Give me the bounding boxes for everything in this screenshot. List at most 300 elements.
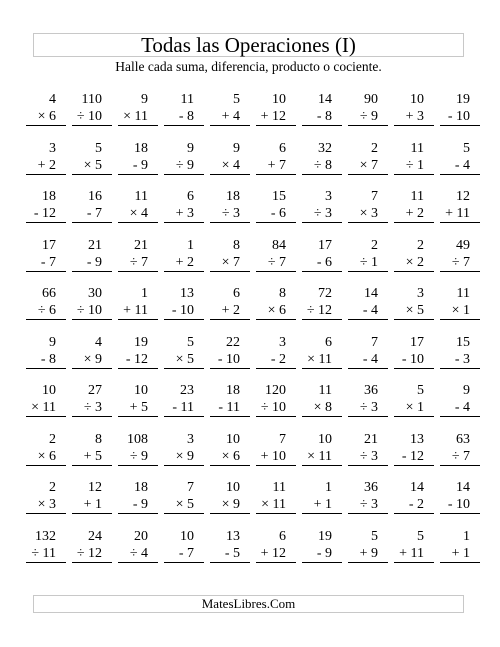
math-problem xyxy=(158,334,204,383)
problem-operator-and-second-operand: × 8 xyxy=(302,399,342,417)
problem-operator-and-second-operand: ÷ 3 xyxy=(348,399,388,417)
problem-operator-and-second-operand: - 6 xyxy=(302,254,342,272)
problem-first-operand: 110 xyxy=(81,92,102,107)
math-problem xyxy=(434,334,480,383)
problem-operator-and-second-operand: + 2 xyxy=(394,205,434,223)
math-problem xyxy=(20,382,66,431)
problem-first-operand: 7 xyxy=(279,431,286,447)
problem-first-operand: 13 xyxy=(226,528,240,544)
math-problem xyxy=(296,431,342,480)
problem-operator-and-second-operand: × 9 xyxy=(72,351,112,369)
math-problem xyxy=(342,91,388,140)
problem-operator-and-second-operand: × 7 xyxy=(210,254,250,272)
problem-operator-and-second-operand: - 8 xyxy=(302,108,342,126)
math-problem xyxy=(434,91,480,140)
problem-operator-and-second-operand: - 9 xyxy=(118,157,158,175)
math-problem xyxy=(434,479,480,528)
problem-operator-and-second-operand: ÷ 8 xyxy=(302,157,342,175)
math-problem xyxy=(250,140,296,189)
math-problem xyxy=(250,188,296,237)
problem-operator-and-second-operand: × 11 xyxy=(302,351,342,369)
problem-operator-and-second-operand: - 10 xyxy=(440,496,480,514)
problem-row xyxy=(20,382,480,431)
math-problem xyxy=(66,479,112,528)
math-problem xyxy=(434,382,480,431)
problem-operator-and-second-operand: - 10 xyxy=(440,108,480,126)
problem-first-operand: 21 xyxy=(134,237,148,253)
math-problem xyxy=(296,334,342,383)
problem-operator-and-second-operand: ÷ 9 xyxy=(164,157,204,175)
math-problem xyxy=(204,91,250,140)
problem-first-operand: 10 xyxy=(226,431,240,447)
math-problem xyxy=(158,431,204,480)
problem-operator-and-second-operand: - 3 xyxy=(440,351,480,369)
math-problem xyxy=(66,382,112,431)
problem-first-operand: 5 xyxy=(417,383,424,398)
problem-operator-and-second-operand: + 2 xyxy=(164,254,204,272)
math-problem xyxy=(112,382,158,431)
math-problem xyxy=(250,479,296,528)
problem-first-operand: 2 xyxy=(49,480,56,495)
problem-operator-and-second-operand: + 12 xyxy=(256,108,296,126)
problem-operator-and-second-operand: + 5 xyxy=(118,399,158,417)
problem-first-operand: 3 xyxy=(325,189,332,204)
math-problem xyxy=(204,188,250,237)
problem-operator-and-second-operand: × 11 xyxy=(256,496,296,514)
problem-first-operand: 11 xyxy=(410,140,424,156)
problem-operator-and-second-operand: - 12 xyxy=(26,205,66,223)
problem-first-operand: 15 xyxy=(272,189,286,204)
problem-first-operand: 1 xyxy=(141,286,148,301)
problem-operator-and-second-operand: × 6 xyxy=(210,448,250,466)
problem-first-operand: 9 xyxy=(187,140,194,156)
problem-operator-and-second-operand: × 2 xyxy=(394,254,434,272)
math-problem xyxy=(296,237,342,286)
math-problem xyxy=(250,382,296,431)
problem-operator-and-second-operand: + 11 xyxy=(118,302,158,320)
math-problem xyxy=(342,479,388,528)
problem-operator-and-second-operand: ÷ 12 xyxy=(302,302,342,320)
problem-operator-and-second-operand: + 2 xyxy=(26,157,66,175)
problem-first-operand: 10 xyxy=(180,528,194,544)
math-problem xyxy=(66,237,112,286)
problem-first-operand: 15 xyxy=(456,334,470,350)
problem-first-operand: 84 xyxy=(272,237,286,253)
problem-operator-and-second-operand: ÷ 7 xyxy=(440,448,480,466)
math-problem xyxy=(434,237,480,286)
math-problem xyxy=(112,479,158,528)
math-problem xyxy=(296,382,342,431)
problem-first-operand: 9 xyxy=(141,92,148,107)
problem-first-operand: 12 xyxy=(88,480,102,495)
problem-first-operand: 18 xyxy=(42,189,56,204)
math-problem xyxy=(342,334,388,383)
problem-operator-and-second-operand: + 4 xyxy=(210,108,250,126)
problem-operator-and-second-operand: - 5 xyxy=(210,545,250,563)
problem-operator-and-second-operand: - 7 xyxy=(72,205,112,223)
math-problem xyxy=(388,431,434,480)
problem-first-operand: 36 xyxy=(364,480,378,495)
problem-first-operand: 18 xyxy=(226,189,240,204)
problem-first-operand: 36 xyxy=(364,383,378,398)
problem-first-operand: 3 xyxy=(49,140,56,156)
problem-operator-and-second-operand: + 11 xyxy=(394,545,434,563)
math-problem xyxy=(342,237,388,286)
problem-row xyxy=(20,431,480,480)
math-problem xyxy=(112,334,158,383)
problem-first-operand: 5 xyxy=(233,92,240,107)
problem-operator-and-second-operand: - 10 xyxy=(394,351,434,369)
problem-first-operand: 2 xyxy=(417,237,424,253)
problem-first-operand: 6 xyxy=(325,334,332,350)
problem-first-operand: 5 xyxy=(417,528,424,544)
problem-first-operand: 6 xyxy=(187,189,194,204)
math-problem xyxy=(158,237,204,286)
math-problem xyxy=(20,188,66,237)
problem-first-operand: 11 xyxy=(180,92,194,107)
problem-operator-and-second-operand: ÷ 10 xyxy=(72,108,112,126)
problem-first-operand: 5 xyxy=(371,528,378,544)
problem-operator-and-second-operand: ÷ 12 xyxy=(72,545,112,563)
math-problem xyxy=(112,431,158,480)
problem-operator-and-second-operand: - 4 xyxy=(440,157,480,175)
problem-operator-and-second-operand: ÷ 7 xyxy=(118,254,158,272)
math-problem xyxy=(158,140,204,189)
problem-row xyxy=(20,285,480,334)
problem-first-operand: 17 xyxy=(42,237,56,253)
problem-first-operand: 13 xyxy=(410,431,424,447)
problem-first-operand: 9 xyxy=(49,334,56,350)
math-problem xyxy=(112,91,158,140)
problem-operator-and-second-operand: × 11 xyxy=(26,399,66,417)
math-problem xyxy=(66,528,112,577)
problem-first-operand: 9 xyxy=(463,383,470,398)
problem-operator-and-second-operand: ÷ 10 xyxy=(256,399,296,417)
problem-row xyxy=(20,479,480,528)
problem-first-operand: 21 xyxy=(364,431,378,447)
problem-first-operand: 5 xyxy=(187,334,194,350)
math-problem xyxy=(20,431,66,480)
math-problem xyxy=(66,188,112,237)
problem-first-operand: 132 xyxy=(35,528,56,544)
math-problem xyxy=(20,140,66,189)
problem-operator-and-second-operand: ÷ 7 xyxy=(440,254,480,272)
problem-operator-and-second-operand: ÷ 11 xyxy=(26,545,66,563)
math-problem xyxy=(434,528,480,577)
math-problem xyxy=(158,188,204,237)
math-problem xyxy=(296,528,342,577)
math-problem xyxy=(204,431,250,480)
problem-first-operand: 11 xyxy=(272,480,286,495)
problem-first-operand: 16 xyxy=(88,189,102,204)
problem-operator-and-second-operand: × 5 xyxy=(394,302,434,320)
problem-operator-and-second-operand: × 9 xyxy=(210,496,250,514)
problem-first-operand: 14 xyxy=(410,480,424,495)
problem-first-operand: 20 xyxy=(134,528,148,544)
problem-operator-and-second-operand: + 10 xyxy=(256,448,296,466)
problem-first-operand: 18 xyxy=(226,383,240,398)
problem-operator-and-second-operand: × 6 xyxy=(26,108,66,126)
problem-operator-and-second-operand: ÷ 3 xyxy=(72,399,112,417)
math-problem xyxy=(388,140,434,189)
math-problem xyxy=(20,528,66,577)
problem-operator-and-second-operand: + 3 xyxy=(394,108,434,126)
math-problem xyxy=(158,382,204,431)
math-problem xyxy=(388,91,434,140)
math-problem xyxy=(112,285,158,334)
math-problem xyxy=(342,382,388,431)
math-problem xyxy=(296,479,342,528)
math-problem xyxy=(434,188,480,237)
problem-first-operand: 18 xyxy=(134,140,148,156)
math-problem xyxy=(296,91,342,140)
problem-operator-and-second-operand: + 11 xyxy=(440,205,480,223)
problem-operator-and-second-operand: × 7 xyxy=(348,157,388,175)
problem-first-operand: 4 xyxy=(49,92,56,107)
problem-first-operand: 1 xyxy=(187,237,194,253)
math-problem xyxy=(388,188,434,237)
problem-first-operand: 14 xyxy=(456,480,470,495)
problem-first-operand: 49 xyxy=(456,237,470,253)
math-problem xyxy=(112,528,158,577)
problem-first-operand: 21 xyxy=(88,237,102,253)
math-problem xyxy=(342,431,388,480)
problem-first-operand: 12 xyxy=(456,189,470,204)
math-problem xyxy=(250,237,296,286)
problem-first-operand: 13 xyxy=(180,286,194,301)
problem-grid xyxy=(20,91,480,576)
problem-first-operand: 17 xyxy=(410,334,424,350)
problem-operator-and-second-operand: - 9 xyxy=(72,254,112,272)
problem-first-operand: 2 xyxy=(371,237,378,253)
problem-first-operand: 9 xyxy=(233,140,240,156)
problem-first-operand: 10 xyxy=(410,92,424,107)
math-problem xyxy=(250,285,296,334)
problem-operator-and-second-operand: ÷ 4 xyxy=(118,545,158,563)
problem-first-operand: 10 xyxy=(318,431,332,447)
problem-operator-and-second-operand: - 12 xyxy=(394,448,434,466)
page-title: Todas las Operaciones (I) xyxy=(141,33,356,57)
problem-operator-and-second-operand: × 6 xyxy=(256,302,296,320)
problem-operator-and-second-operand: - 2 xyxy=(394,496,434,514)
problem-operator-and-second-operand: - 4 xyxy=(348,351,388,369)
math-problem xyxy=(158,528,204,577)
problem-operator-and-second-operand: - 11 xyxy=(210,399,250,417)
problem-row xyxy=(20,237,480,286)
problem-operator-and-second-operand: - 8 xyxy=(26,351,66,369)
problem-operator-and-second-operand: + 1 xyxy=(440,545,480,563)
problem-operator-and-second-operand: ÷ 6 xyxy=(26,302,66,320)
problem-first-operand: 11 xyxy=(318,383,332,398)
math-problem xyxy=(204,140,250,189)
problem-operator-and-second-operand: - 4 xyxy=(440,399,480,417)
problem-operator-and-second-operand: - 12 xyxy=(118,351,158,369)
math-problem xyxy=(66,431,112,480)
problem-row xyxy=(20,91,480,140)
problem-first-operand: 24 xyxy=(88,528,102,544)
problem-operator-and-second-operand: ÷ 7 xyxy=(256,254,296,272)
problem-operator-and-second-operand: × 6 xyxy=(26,448,66,466)
math-problem xyxy=(112,140,158,189)
problem-first-operand: 14 xyxy=(318,92,332,107)
problem-row xyxy=(20,140,480,189)
problem-operator-and-second-operand: - 7 xyxy=(26,254,66,272)
math-problem xyxy=(158,285,204,334)
problem-first-operand: 27 xyxy=(88,383,102,398)
problem-first-operand: 19 xyxy=(134,334,148,350)
math-problem xyxy=(342,528,388,577)
problem-operator-and-second-operand: - 7 xyxy=(164,545,204,563)
problem-operator-and-second-operand: ÷ 3 xyxy=(348,448,388,466)
problem-first-operand: 11 xyxy=(134,189,148,204)
problem-row xyxy=(20,528,480,577)
math-problem xyxy=(20,91,66,140)
problem-first-operand: 90 xyxy=(364,92,378,107)
problem-operator-and-second-operand: × 3 xyxy=(26,496,66,514)
math-problem xyxy=(434,285,480,334)
problem-operator-and-second-operand: + 3 xyxy=(164,205,204,223)
problem-first-operand: 18 xyxy=(134,480,148,495)
problem-row xyxy=(20,334,480,383)
problem-first-operand: 5 xyxy=(463,140,470,156)
problem-first-operand: 10 xyxy=(134,383,148,398)
problem-first-operand: 19 xyxy=(456,92,470,107)
problem-first-operand: 23 xyxy=(180,383,194,398)
math-problem xyxy=(204,237,250,286)
math-problem xyxy=(158,91,204,140)
problem-operator-and-second-operand: - 4 xyxy=(348,302,388,320)
math-problem xyxy=(388,285,434,334)
problem-operator-and-second-operand: ÷ 3 xyxy=(348,496,388,514)
problem-first-operand: 6 xyxy=(279,528,286,544)
problem-first-operand: 3 xyxy=(187,431,194,447)
problem-first-operand: 14 xyxy=(364,286,378,301)
math-problem xyxy=(388,479,434,528)
math-problem xyxy=(204,382,250,431)
problem-operator-and-second-operand: + 5 xyxy=(72,448,112,466)
problem-operator-and-second-operand: × 9 xyxy=(164,448,204,466)
problem-operator-and-second-operand: - 11 xyxy=(164,399,204,417)
problem-operator-and-second-operand: - 2 xyxy=(256,351,296,369)
math-problem xyxy=(296,188,342,237)
math-problem xyxy=(388,237,434,286)
math-problem xyxy=(388,334,434,383)
problem-operator-and-second-operand: + 1 xyxy=(72,496,112,514)
problem-first-operand: 7 xyxy=(187,480,194,495)
problem-first-operand: 120 xyxy=(265,383,286,398)
problem-operator-and-second-operand: + 9 xyxy=(348,545,388,563)
problem-operator-and-second-operand: + 7 xyxy=(256,157,296,175)
problem-operator-and-second-operand: × 5 xyxy=(164,496,204,514)
problem-first-operand: 3 xyxy=(417,286,424,301)
worksheet-title-box xyxy=(33,33,464,57)
problem-operator-and-second-operand: × 3 xyxy=(348,205,388,223)
problem-operator-and-second-operand: + 1 xyxy=(302,496,342,514)
problem-first-operand: 10 xyxy=(226,480,240,495)
problem-first-operand: 7 xyxy=(371,189,378,204)
math-problem xyxy=(112,188,158,237)
problem-first-operand: 2 xyxy=(49,431,56,447)
problem-first-operand: 17 xyxy=(318,237,332,253)
problem-first-operand: 30 xyxy=(88,286,102,301)
math-problem xyxy=(250,431,296,480)
math-problem xyxy=(204,285,250,334)
problem-first-operand: 19 xyxy=(318,528,332,544)
problem-first-operand: 108 xyxy=(127,431,148,447)
problem-operator-and-second-operand: × 5 xyxy=(164,351,204,369)
math-problem xyxy=(434,140,480,189)
problem-operator-and-second-operand: - 9 xyxy=(118,496,158,514)
math-problem xyxy=(20,237,66,286)
problem-first-operand: 10 xyxy=(42,383,56,398)
math-problem xyxy=(204,528,250,577)
problem-first-operand: 11 xyxy=(410,189,424,204)
math-problem xyxy=(20,334,66,383)
math-problem xyxy=(204,479,250,528)
math-problem xyxy=(388,528,434,577)
problem-first-operand: 10 xyxy=(272,92,286,107)
math-problem xyxy=(204,334,250,383)
math-problem xyxy=(66,285,112,334)
math-problem xyxy=(434,431,480,480)
instructions: Halle cada suma, diferencia, producto o cociente. xyxy=(115,59,382,74)
math-problem xyxy=(66,91,112,140)
problem-first-operand: 1 xyxy=(325,480,332,495)
problem-first-operand: 8 xyxy=(279,286,286,301)
problem-operator-and-second-operand: × 1 xyxy=(440,302,480,320)
problem-operator-and-second-operand: ÷ 10 xyxy=(72,302,112,320)
math-problem xyxy=(296,140,342,189)
problem-operator-and-second-operand: - 9 xyxy=(302,545,342,563)
footer-site-name: MatesLibres.Com xyxy=(201,596,296,611)
problem-operator-and-second-operand: × 5 xyxy=(72,157,112,175)
math-problem xyxy=(388,382,434,431)
problem-operator-and-second-operand: ÷ 3 xyxy=(210,205,250,223)
problem-operator-and-second-operand: - 8 xyxy=(164,108,204,126)
math-problem xyxy=(112,237,158,286)
math-problem xyxy=(342,188,388,237)
math-problem xyxy=(250,334,296,383)
problem-operator-and-second-operand: - 6 xyxy=(256,205,296,223)
problem-operator-and-second-operand: ÷ 9 xyxy=(348,108,388,126)
math-problem xyxy=(66,140,112,189)
problem-operator-and-second-operand: ÷ 3 xyxy=(302,205,342,223)
problem-first-operand: 3 xyxy=(279,334,286,350)
problem-first-operand: 8 xyxy=(95,431,102,447)
problem-operator-and-second-operand: ÷ 1 xyxy=(394,157,434,175)
problem-operator-and-second-operand: × 1 xyxy=(394,399,434,417)
problem-first-operand: 11 xyxy=(456,286,470,301)
problem-first-operand: 22 xyxy=(226,334,240,350)
problem-first-operand: 6 xyxy=(233,286,240,301)
math-problem xyxy=(66,334,112,383)
problem-operator-and-second-operand: - 10 xyxy=(210,351,250,369)
problem-first-operand: 5 xyxy=(95,140,102,156)
problem-first-operand: 7 xyxy=(371,334,378,350)
problem-first-operand: 72 xyxy=(318,286,332,301)
math-problem xyxy=(20,479,66,528)
problem-operator-and-second-operand: × 4 xyxy=(210,157,250,175)
problem-operator-and-second-operand: + 12 xyxy=(256,545,296,563)
math-problem xyxy=(250,91,296,140)
problem-first-operand: 8 xyxy=(233,237,240,253)
problem-first-operand: 32 xyxy=(318,140,332,156)
problem-row xyxy=(20,188,480,237)
problem-first-operand: 2 xyxy=(371,140,378,156)
problem-operator-and-second-operand: + 2 xyxy=(210,302,250,320)
footer-box xyxy=(33,595,464,613)
problem-first-operand: 1 xyxy=(463,528,470,544)
